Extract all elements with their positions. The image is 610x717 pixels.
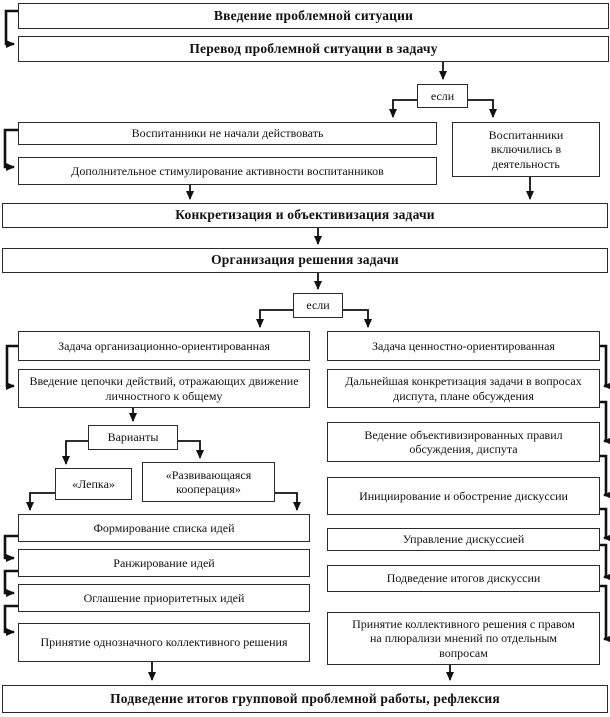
arrow-varianty-to-lepka: [66, 441, 88, 464]
loop-oglashenie-to-prinyatie-odno: [5, 606, 18, 632]
loop-intro-to-perevod: [6, 11, 18, 44]
node-esli-1: если: [417, 84, 468, 108]
node-zadacha-org: Задача организационно-ориентированная: [18, 331, 310, 361]
loop-ranzhirovanie-to-oglashenie: [5, 571, 18, 593]
node-perevod: Перевод проблемной ситуации в задачу: [18, 36, 609, 62]
loop-podvedenie-disk-to-prinyatie-koll: [600, 586, 606, 639]
node-intro: Введение проблемной ситуации: [18, 3, 609, 29]
node-vklyuchilis: Воспитанники включились в деятельность: [452, 122, 600, 177]
node-ne-nachali: Воспитанники не начали действовать: [18, 122, 437, 145]
node-esli-2: если: [293, 293, 343, 318]
node-organizaciya: Организация решения задачи: [2, 248, 608, 273]
arrow-esli1-to-vklyuchilis: [468, 100, 493, 117]
node-prinyatie-koll: Принятие коллективного решения с правом на плюрализи мнений по отдельным вопросам: [327, 612, 600, 665]
arrow-kooperaciya-to-formirovanie: [275, 493, 297, 510]
loop-formirovanie-to-ranzhirovanie: [5, 536, 18, 558]
loop-vedenie-to-iniciirovanie: [600, 456, 606, 495]
node-zadacha-cen: Задача ценностно-ориентированная: [327, 331, 600, 361]
node-kooperaciya: «Развивающаяся кооперация»: [142, 462, 275, 502]
node-vvedenie-cepochki: Введение цепочки действий, отражающих движение личностного к общему: [18, 369, 310, 408]
loop-upravlenie-to-podvedenie-disk: [600, 545, 606, 577]
arrow-esli2-to-zadacha-org: [260, 310, 293, 327]
loop-zadacha-org-to-vvedenie: [7, 346, 18, 386]
loop-dalneyshaya-to-vedenie: [600, 402, 606, 441]
node-oglashenie: Оглашение приоритетных идей: [18, 584, 310, 612]
loop-iniciirovanie-to-upravlenie: [600, 509, 606, 538]
node-formirovanie: Формирование списка идей: [18, 514, 310, 542]
node-varianty: Варианты: [88, 425, 178, 450]
node-vedenie: Ведение объективизированных правил обсуждения, диспута: [327, 422, 600, 462]
loop-zadacha-cen-to-dalneyshaya: [600, 346, 606, 386]
node-konkret: Конкретизация и объективизация задачи: [2, 203, 608, 228]
node-itog: Подведение итогов групповой проблемной работы, рефлексия: [2, 685, 608, 713]
node-podvedenie-disk: Подведение итогов дискуссии: [327, 565, 600, 592]
node-iniciirovanie: Инициирование и обострение дискуссии: [327, 477, 600, 515]
node-dop-stim: Дополнительное стимулирование активности воспитанников: [18, 157, 437, 185]
node-ranzhirovanie: Ранжирование идей: [18, 549, 310, 577]
node-upravlenie: Управление дискуссией: [327, 528, 600, 551]
arrow-esli1-to-ne-nachali: [393, 100, 417, 117]
node-prinyatie-odno: Принятие однозначного коллективного решения: [18, 623, 310, 662]
arrow-lepka-to-formirovanie: [30, 493, 55, 510]
arrow-esli2-to-zadacha-cen: [343, 310, 368, 327]
loop-ne-nachali-to-dop-stim: [5, 130, 18, 167]
node-dalneyshaya: Дальнейшая конкретизация задачи в вопросах диспута, плане обсуждения: [327, 369, 600, 408]
arrow-varianty-to-kooperaciya: [178, 441, 200, 458]
node-lepka: «Лепка»: [55, 468, 132, 500]
